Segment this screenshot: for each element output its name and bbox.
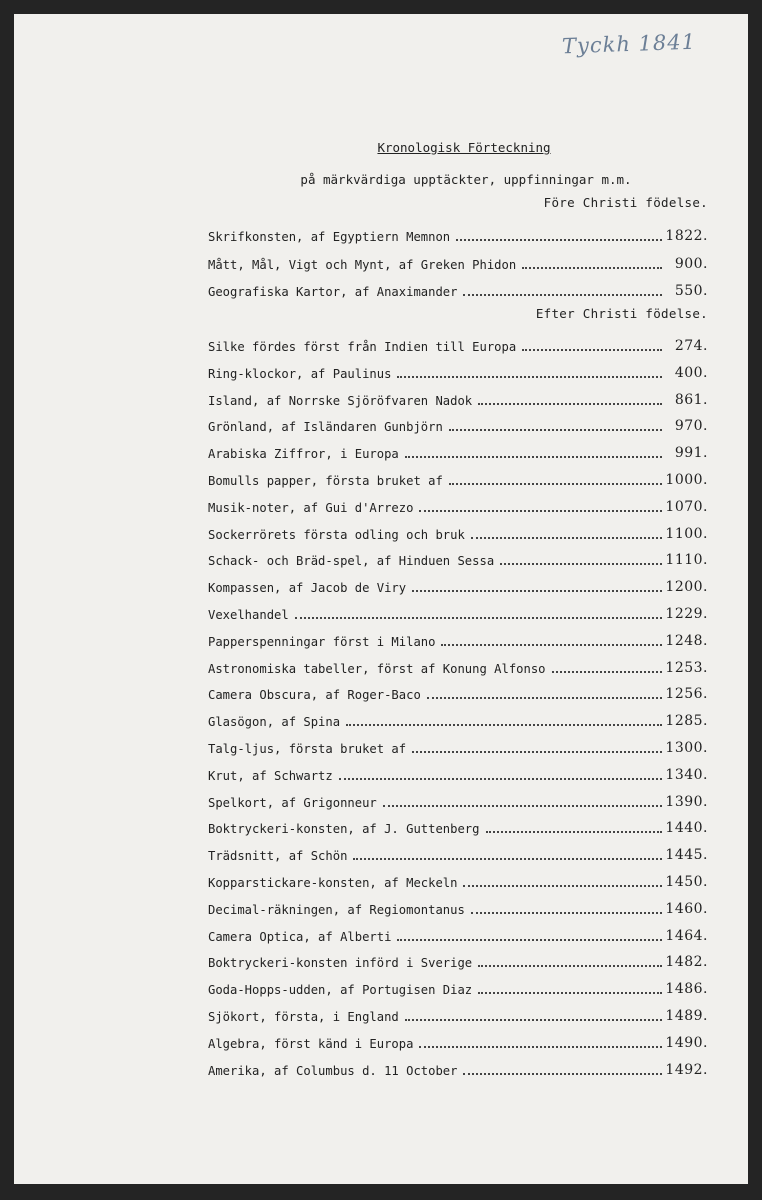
- dot-leader: [449, 428, 662, 431]
- list-item: [208, 522, 708, 542]
- entry-year: 1256.: [665, 686, 708, 703]
- entry-year: 274.: [674, 338, 708, 354]
- entry-year: 1253.: [665, 659, 708, 676]
- entry-year: 1445.: [665, 847, 708, 864]
- list-item: [208, 763, 708, 783]
- entry-text: Krut, af Schwartz: [208, 768, 333, 783]
- list-item: [208, 709, 708, 729]
- entry-text: Kopparstickare-konsten, af Meckeln: [208, 876, 458, 890]
- entry-text: Kompassen, af Jacob de Viry: [208, 581, 407, 596]
- entry-text: Sjökort, första, i England: [208, 1010, 399, 1024]
- entry-year: 1486.: [665, 981, 708, 998]
- dot-leader: [419, 509, 662, 512]
- entry-text: Papperspenningar först i Milano: [208, 634, 436, 649]
- entry-year: 970.: [674, 418, 708, 435]
- entry-text: Bomulls papper, första bruket af: [208, 474, 443, 488]
- entry-year: 1489.: [665, 1008, 708, 1024]
- entry-year: 550.: [674, 283, 708, 299]
- entry-year: 1000.: [665, 472, 708, 488]
- entry-text: Talg-ljus, första bruket af: [208, 742, 407, 756]
- entry-text: Goda-Hopps-udden, af Portugisen Diaz: [208, 983, 473, 998]
- dot-leader: [346, 723, 662, 726]
- dot-leader: [486, 830, 663, 833]
- entry-text: Mått, Mål, Vigt och Mynt, af Greken Phidon: [208, 257, 517, 272]
- pencil-annotation: Tyckh 1841: [561, 29, 697, 59]
- dot-leader: [478, 402, 662, 405]
- entry-year: 1248.: [665, 632, 708, 649]
- entry-year: 1490.: [665, 1034, 708, 1051]
- entry-year: 1070.: [665, 498, 708, 515]
- dot-leader: [478, 991, 662, 994]
- entry-text: Camera Optica, af Alberti: [208, 929, 392, 944]
- entry-text: Musik-noter, af Gui d'Arrezo: [208, 500, 414, 515]
- list-item: [208, 334, 708, 354]
- entry-year: 1110.: [665, 552, 708, 569]
- entry-text: Vexelhandel: [208, 608, 289, 622]
- dot-leader: [471, 911, 662, 914]
- list-item: [208, 977, 708, 997]
- entry-text: Decimal-räkningen, af Regiomontanus: [208, 902, 465, 917]
- dot-leader: [353, 857, 662, 860]
- list-item: [208, 224, 708, 244]
- entry-year: 1450.: [665, 874, 708, 890]
- entry-text: Trädsnitt, af Schön: [208, 849, 348, 864]
- entry-year: 991.: [674, 445, 708, 462]
- list-item: [208, 602, 708, 622]
- document-title: Kronologisk Förteckning: [377, 140, 551, 155]
- dot-leader: [397, 938, 662, 941]
- entry-text: Schack- och Bräd-spel, af Hinduen Sessa: [208, 554, 495, 569]
- dot-leader: [405, 1018, 662, 1021]
- dot-leader: [478, 964, 662, 967]
- list-item: [208, 441, 708, 461]
- entry-text: Spelkort, af Grigonneur: [208, 795, 377, 810]
- list-item: [208, 629, 708, 649]
- entry-year: 1482.: [665, 954, 708, 971]
- dot-leader: [500, 562, 662, 565]
- dot-leader: [295, 616, 662, 619]
- dot-leader: [463, 884, 662, 887]
- entry-text: Geografiska Kartor, af Anaximander: [208, 285, 458, 299]
- entry-text: Astronomiska tabeller, först af Konung Alfonso: [208, 661, 546, 676]
- entry-year: 1464.: [665, 927, 708, 944]
- document-page: [14, 14, 748, 1184]
- entry-text: Boktryckeri-konsten, af J. Guttenberg: [208, 822, 480, 837]
- list-item: [208, 1058, 708, 1078]
- entry-year: 1100.: [665, 525, 708, 542]
- entry-text: Amerika, af Columbus d. 11 October: [208, 1063, 458, 1078]
- dot-leader: [456, 238, 662, 241]
- entry-year: 1300.: [665, 740, 708, 756]
- entry-text: Island, af Norrske Sjöröfvaren Nadok: [208, 393, 473, 408]
- list-item: [208, 843, 708, 863]
- entry-year: 1822.: [665, 228, 708, 244]
- list-item: [208, 736, 708, 756]
- dot-leader: [383, 804, 662, 807]
- entry-year: 900.: [674, 255, 708, 272]
- list-item: [208, 575, 708, 595]
- list-item: [208, 361, 708, 381]
- entry-text: Camera Obscura, af Roger-Baco: [208, 688, 421, 703]
- list-item: [208, 252, 708, 272]
- entry-year: 1390.: [665, 793, 708, 810]
- list-item: [208, 682, 708, 702]
- list-item: [208, 388, 708, 408]
- dot-leader: [522, 348, 662, 351]
- entry-text: Sockerrörets första odling och bruk: [208, 527, 465, 542]
- dot-leader: [397, 375, 662, 378]
- dot-leader: [427, 696, 662, 699]
- entry-year: 400.: [674, 364, 708, 381]
- entry-year: 1440.: [665, 820, 708, 837]
- list-item: [208, 656, 708, 676]
- list-item: [208, 1031, 708, 1051]
- entry-year: 1460.: [665, 900, 708, 917]
- list-item: [208, 279, 708, 299]
- dot-leader: [463, 1072, 662, 1075]
- entry-text: Algebra, först känd i Europa: [208, 1036, 414, 1051]
- document-subtitle: på märkvärdiga upptäckter, uppfinningar m.m.: [300, 172, 632, 187]
- section-heading-ad: Efter Christi födelse.: [535, 306, 708, 321]
- section-heading-bc: Före Christi födelse.: [543, 195, 708, 210]
- dot-leader: [419, 1045, 662, 1048]
- entry-year: 1340.: [665, 766, 708, 783]
- dot-leader: [412, 750, 662, 753]
- list-item: [208, 897, 708, 917]
- dot-leader: [339, 777, 662, 780]
- list-item: [208, 495, 708, 515]
- entry-text: Skrifkonsten, af Egyptiern Memnon: [208, 230, 451, 244]
- dot-leader: [552, 670, 662, 673]
- list-item: [208, 468, 708, 488]
- entry-text: Grönland, af Isländaren Gunbjörn: [208, 420, 443, 435]
- list-item: [208, 790, 708, 810]
- entry-text: Ring-klockor, af Paulinus: [208, 366, 392, 381]
- list-item: [208, 1004, 708, 1024]
- dot-leader: [471, 536, 662, 539]
- list-item: [208, 950, 708, 970]
- entry-text: Glasögon, af Spina: [208, 715, 341, 730]
- list-item: [208, 414, 708, 434]
- list-item: [208, 816, 708, 836]
- entry-year: 1200.: [665, 579, 708, 596]
- dot-leader: [522, 266, 662, 269]
- entry-year: 1492.: [665, 1061, 708, 1078]
- entry-year: 1285.: [665, 713, 708, 730]
- entry-year: 861.: [674, 391, 708, 408]
- entry-text: Arabiska Ziffror, i Europa: [208, 447, 399, 462]
- entry-year: 1229.: [665, 606, 708, 622]
- dot-leader: [412, 589, 662, 592]
- entry-text: Silke fördes först från Indien till Europa: [208, 340, 517, 354]
- list-item: [208, 924, 708, 944]
- dot-leader: [441, 643, 662, 646]
- dot-leader: [449, 482, 662, 485]
- list-item: [208, 548, 708, 568]
- dot-leader: [463, 293, 662, 296]
- dot-leader: [405, 455, 662, 458]
- entry-text: Boktryckeri-konsten införd i Sverige: [208, 956, 473, 971]
- list-item: [208, 870, 708, 890]
